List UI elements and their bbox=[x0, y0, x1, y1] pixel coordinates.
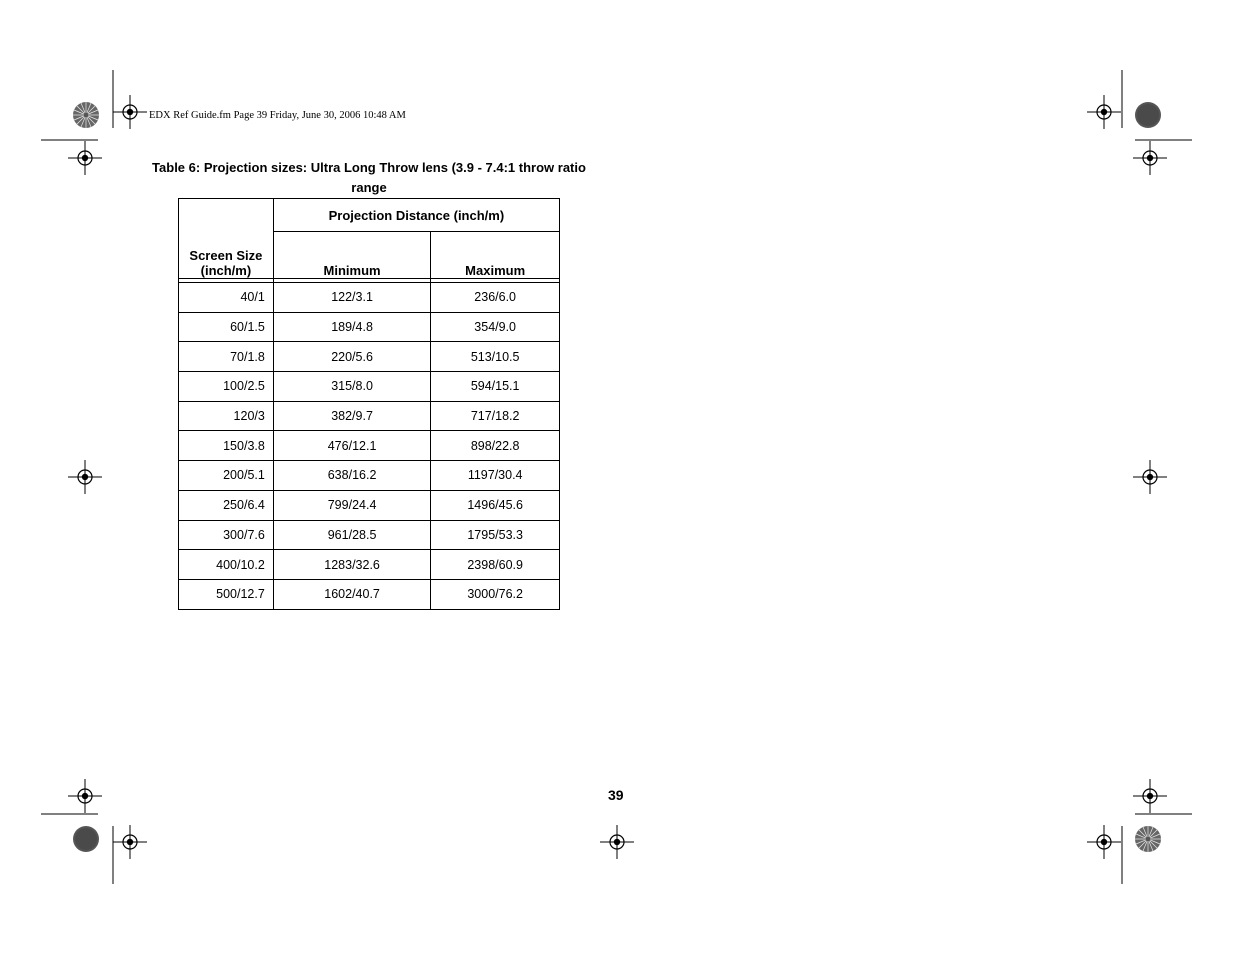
minimum-cell: 1602/40.7 bbox=[273, 579, 430, 609]
page-number: 39 bbox=[608, 787, 624, 803]
screen-size-cell: 500/12.7 bbox=[179, 579, 274, 609]
table-row bbox=[179, 431, 560, 461]
table-row bbox=[179, 550, 560, 580]
table-row bbox=[179, 342, 560, 372]
maximum-cell: 1795/53.3 bbox=[431, 520, 560, 550]
maximum-cell: 1496/45.6 bbox=[431, 490, 560, 520]
screen-size-cell: 40/1 bbox=[179, 283, 274, 313]
maximum-cell: 236/6.0 bbox=[431, 283, 560, 313]
minimum-header: Minimum bbox=[273, 232, 430, 279]
header-empty-cell bbox=[179, 199, 274, 232]
screen-size-cell: 150/3.8 bbox=[179, 431, 274, 461]
maximum-cell: 513/10.5 bbox=[431, 342, 560, 372]
screen-size-cell: 300/7.6 bbox=[179, 520, 274, 550]
maximum-cell: 3000/76.2 bbox=[431, 579, 560, 609]
table-body bbox=[179, 283, 560, 610]
minimum-cell: 189/4.8 bbox=[273, 312, 430, 342]
minimum-cell: 638/16.2 bbox=[273, 461, 430, 491]
screen-size-header: Screen Size (inch/m) bbox=[179, 232, 274, 279]
table-row bbox=[179, 461, 560, 491]
minimum-cell: 220/5.6 bbox=[273, 342, 430, 372]
minimum-cell: 1283/32.6 bbox=[273, 550, 430, 580]
projection-table bbox=[178, 198, 560, 610]
print-header: EDX Ref Guide.fm Page 39 Friday, June 30, 2006 10:48 AM bbox=[149, 110, 406, 121]
screen-size-cell: 250/6.4 bbox=[179, 490, 274, 520]
maximum-header: Maximum bbox=[431, 232, 560, 279]
table-row bbox=[179, 490, 560, 520]
minimum-cell: 315/8.0 bbox=[273, 372, 430, 402]
maximum-cell: 717/18.2 bbox=[431, 401, 560, 431]
table-row bbox=[179, 372, 560, 402]
table-row bbox=[179, 283, 560, 313]
screen-size-cell: 60/1.5 bbox=[179, 312, 274, 342]
minimum-cell: 476/12.1 bbox=[273, 431, 430, 461]
minimum-cell: 799/24.4 bbox=[273, 490, 430, 520]
minimum-cell: 961/28.5 bbox=[273, 520, 430, 550]
screen-size-cell: 200/5.1 bbox=[179, 461, 274, 491]
maximum-cell: 354/9.0 bbox=[431, 312, 560, 342]
maximum-cell: 594/15.1 bbox=[431, 372, 560, 402]
caption-line-2: range bbox=[351, 180, 387, 195]
minimum-cell: 382/9.7 bbox=[273, 401, 430, 431]
table-row bbox=[179, 579, 560, 609]
screen-size-cell: 70/1.8 bbox=[179, 342, 274, 372]
minimum-cell: 122/3.1 bbox=[273, 283, 430, 313]
maximum-cell: 1197/30.4 bbox=[431, 461, 560, 491]
screen-size-cell: 400/10.2 bbox=[179, 550, 274, 580]
caption-line-1: Table 6: Projection sizes: Ultra Long Throw lens (3.9 - 7.4:1 throw ratio bbox=[152, 160, 586, 175]
table-row bbox=[179, 312, 560, 342]
maximum-cell: 2398/60.9 bbox=[431, 550, 560, 580]
maximum-cell: 898/22.8 bbox=[431, 431, 560, 461]
screen-size-cell: 120/3 bbox=[179, 401, 274, 431]
table-caption bbox=[132, 158, 606, 198]
table-row bbox=[179, 401, 560, 431]
projection-distance-header: Projection Distance (inch/m) bbox=[273, 199, 559, 232]
table-row bbox=[179, 520, 560, 550]
screen-size-cell: 100/2.5 bbox=[179, 372, 274, 402]
